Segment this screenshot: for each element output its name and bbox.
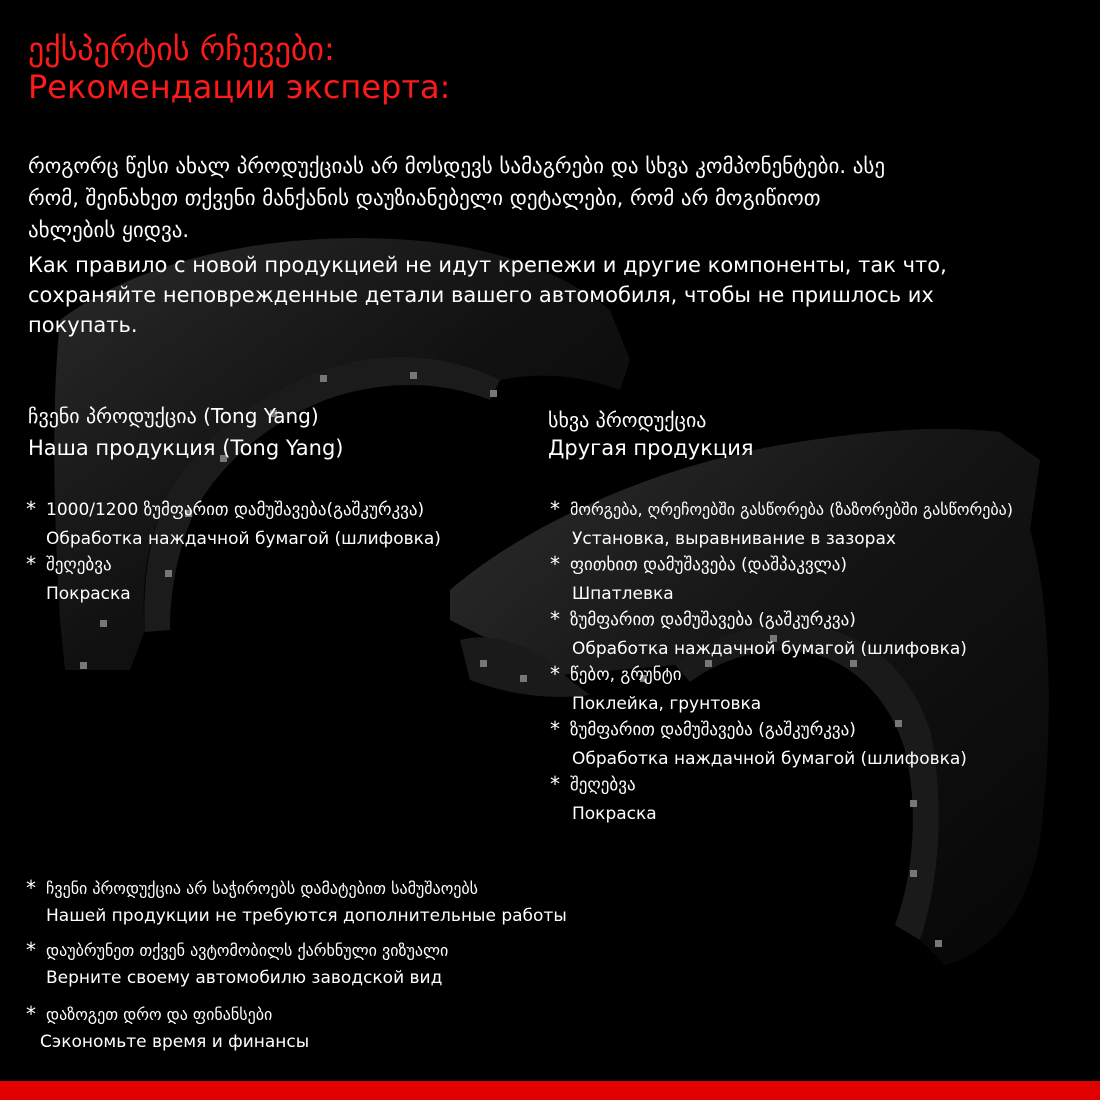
benefit-2-georgian: დაუბრუნეთ თქვენ ავტომობილს ქარხნული ვიზუალი bbox=[46, 941, 449, 960]
other-product-item-4-georgian: წებო, გრუნტი bbox=[570, 665, 682, 685]
intro-russian-line-1: Как правило с новой продукцией не идут крепежи и другие компоненты, так что, bbox=[28, 253, 947, 277]
other-product-item-6-georgian: შეღებვა bbox=[570, 775, 636, 795]
benefit-3-russian: Сэкономьте время и финансы bbox=[40, 1032, 310, 1052]
bullet-asterisk: * bbox=[26, 938, 36, 962]
bullet-asterisk: * bbox=[26, 497, 36, 521]
other-product-item-1-georgian: მორგება, ღრეჩოებში გასწორება (ზაზორებში გასწორება) bbox=[570, 500, 1013, 519]
our-product-item-2-georgian: შეღებვა bbox=[46, 555, 112, 575]
our-product-heading-georgian: ჩვენი პროდუქცია (Tong Yang) bbox=[28, 404, 319, 428]
bullet-asterisk: * bbox=[26, 552, 36, 576]
other-product-item-3-russian: Обработка наждачной бумагой (шлифовка) bbox=[572, 639, 967, 659]
other-product-item-1-russian: Установка, выравнивание в зазорах bbox=[572, 529, 896, 549]
bullet-asterisk: * bbox=[550, 497, 560, 521]
benefit-1-georgian: ჩვენი პროდუქცია არ საჭიროებს დამატებით სამუშაოებს bbox=[46, 879, 479, 898]
bullet-asterisk: * bbox=[550, 662, 560, 686]
intro-georgian-line-1: როგორც წესი ახალ პროდუქციას არ მოსდევს სამაგრები და სხვა კომპონენტები. ასე bbox=[28, 154, 886, 178]
our-product-item-1-georgian: 1000/1200 ზუმფარით დამუშავება(გაშკურკვა) bbox=[46, 500, 425, 520]
bullet-asterisk: * bbox=[550, 552, 560, 576]
benefit-1-russian: Нашей продукции не требуются дополнительные работы bbox=[46, 906, 567, 926]
intro-georgian-line-2: რომ, შეინახეთ თქვენი მანქანის დაუზიანებელი დეტალები, რომ არ მოგიწიოთ bbox=[28, 186, 821, 210]
other-product-heading-georgian: სხვა პროდუქცია bbox=[548, 408, 707, 432]
bullet-asterisk: * bbox=[26, 1002, 36, 1026]
bullet-asterisk: * bbox=[550, 717, 560, 741]
other-product-item-5-russian: Обработка наждачной бумагой (шлифовка) bbox=[572, 749, 967, 769]
other-product-item-2-georgian: ფითხით დამუშავება (დაშპაკვლა) bbox=[570, 555, 848, 575]
our-product-item-2-russian: Покраска bbox=[46, 584, 131, 604]
other-product-heading-russian: Другая продукция bbox=[548, 436, 754, 460]
intro-russian-line-2: сохраняйте неповрежденные детали вашего автомобиля, чтобы не пришлось их bbox=[28, 283, 934, 307]
bullet-asterisk: * bbox=[550, 772, 560, 796]
benefit-3-georgian: დაზოგეთ დრო და ფინანსები bbox=[46, 1005, 273, 1024]
our-product-heading-russian: Наша продукция (Tong Yang) bbox=[28, 436, 344, 460]
intro-georgian-line-3: ახლების ყიდვა. bbox=[28, 218, 190, 242]
intro-russian-line-3: покупать. bbox=[28, 313, 138, 337]
bullet-asterisk: * bbox=[550, 607, 560, 631]
other-product-item-2-russian: Шпатлевка bbox=[572, 584, 674, 604]
other-product-item-6-russian: Покраска bbox=[572, 804, 657, 824]
other-product-item-5-georgian: ზუმფარით დამუშავება (გაშკურკვა) bbox=[570, 720, 856, 740]
bullet-asterisk: * bbox=[26, 876, 36, 900]
other-product-item-3-georgian: ზუმფარით დამუშავება (გაშკურკვა) bbox=[570, 610, 856, 630]
our-product-item-1-russian: Обработка наждачной бумагой (шлифовка) bbox=[46, 529, 441, 549]
page-title-georgian: ექსპერტის რჩევები: bbox=[28, 30, 335, 68]
other-product-item-4-russian: Поклейка, грунтовка bbox=[572, 694, 762, 714]
bottom-red-bar bbox=[0, 1081, 1100, 1100]
page-title-russian: Рекомендации эксперта: bbox=[28, 68, 451, 106]
benefit-2-russian: Верните своему автомобилю заводской вид bbox=[46, 968, 443, 988]
